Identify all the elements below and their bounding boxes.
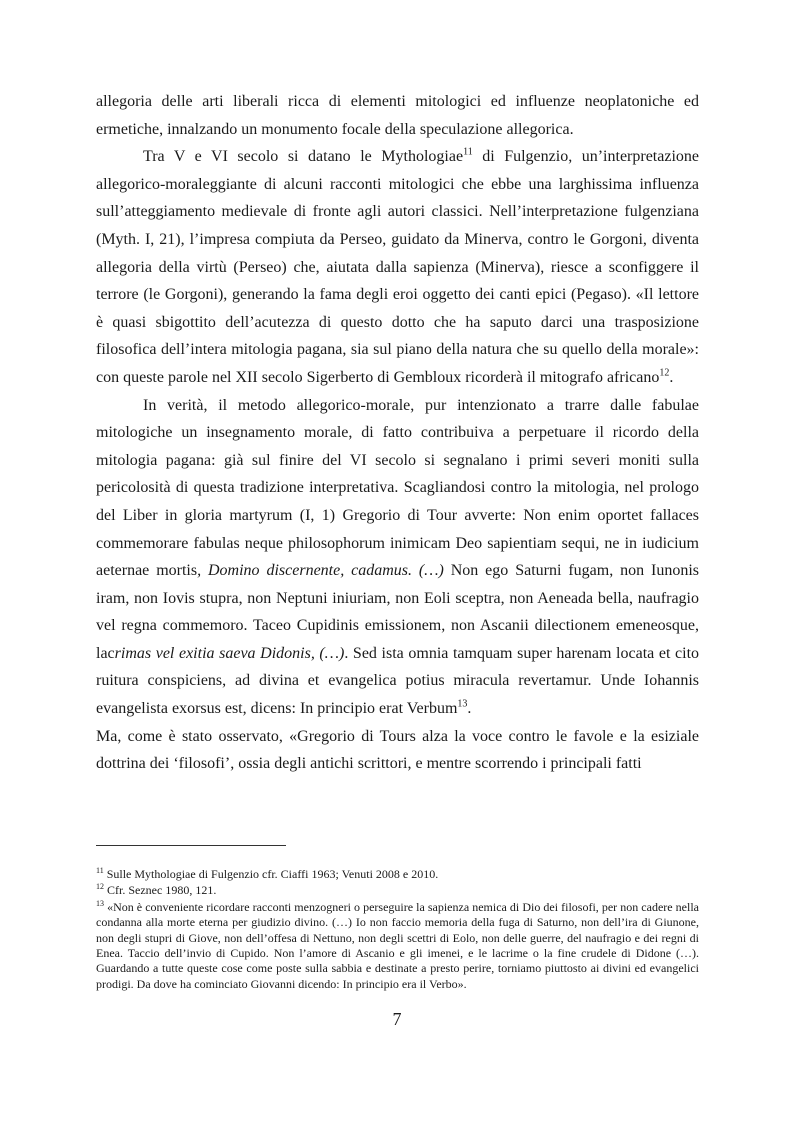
paragraph (96, 143, 699, 391)
text-span: . (467, 700, 472, 718)
paragraph (96, 392, 699, 723)
footnote-text: Sulle Mythologiae di Fulgenzio cfr. Ciaffi 1963; Venuti 2008 e 2010. (103, 867, 439, 881)
paragraph (96, 723, 699, 778)
text-span: Non ego Saturni fugam, non Iunonis iram, non Iovis stupra, non Neptuni iniuriam, non Eoli sceptra, non Aeneada bella, naufragio vel regna commemoro. Taceo Cupidinis emissionem, non Ascanii dilectionem emeneosque, lac (96, 562, 700, 662)
footnote-number: 12 (96, 882, 104, 892)
footnote-number: 11 (96, 866, 104, 875)
footnotes-section (96, 867, 699, 993)
footnote-ref: 13 (457, 698, 468, 710)
page-body (96, 88, 699, 778)
footnote-number: 13 (96, 898, 104, 908)
text-span: . Sed ista omnia tamquam super harenam locata et cito ruitura conspiciens, ad divina et evangelica potius miracula revertamur. Unde Iohannis evangelista exorsus est, dicens: In principio erat Verbum (96, 644, 700, 718)
footnote (96, 883, 699, 898)
text-span: In verità, il metodo allegorico-morale, pur intenzionato a trarre dalle fabulae mitologiche un insegnamento morale, di fatto contribuiva a perpetuare il ricordo della mitologia pagana: già sul finire del VI secolo si segnalano i primi severi moniti sulla pericolosità di questa tradizione interpretativa. Scagliandosi contro la mitologia, nel prologo del Liber in gloria martyrum (I, 1) Gregorio di Tour avverte: Non enim oportet fallaces commemorare fabulas neque philosophorum inimicam Deo sapientiam sequi, ne in iudicium aeternae mortis (96, 396, 699, 580)
text-span: . (669, 368, 674, 386)
italic-text: rimas vel exitia saeva Didonis, (…) (114, 644, 345, 662)
footnote (96, 867, 699, 882)
text-span: Tra V e VI secolo si datano le Mythologiae (143, 148, 464, 166)
main-text (96, 88, 699, 778)
footnote-text: Cfr. Seznec 1980, 121. (104, 883, 217, 898)
footnote (96, 900, 699, 992)
text-span: Ma, come è stato osservato, «Gregorio di Tours alza la voce contro le favole e la esiziale dottrina dei ‘filosofi’, ossia degli antichi scrittori, e mentre scorrendo i principali fatti (96, 727, 699, 773)
footnote-text: «Non è conveniente ricordare racconti menzogneri o perseguire la sapienza nemica di Dio dei filosofi, per non cadere nella condanna alla morte eterna per giudizio divino. (…) Io non faccio memoria della fuga di Saturno, non dell’ira di Giunone, non degli stupri di Giove, non dell’offesa di Nettuno, non degli scettri di Eolo, non delle guerre, del naufragio e dei regni di Enea. Taccio dell’invio di Cupido. Non l’amore di Ascanio e gli imenei, e le lacrime o la fine crudele di Didone (…). Guardando a tutte queste cose come poste sulla sabbia e destinate a presto perire, torniamo piuttosto ai divini ed evangelici prodigi. Da dove ha cominciato Giovanni dicendo: In principio era il Verbo». (96, 899, 699, 991)
footnote-ref: 12 (659, 367, 670, 379)
page-number: 7 (392, 1009, 402, 1029)
text-span: allegoria delle arti liberali ricca di elementi mitologici ed influenze neoplatoniche ed ermetiche, innalzando un monumento focale della speculazione allegorica. (96, 93, 699, 138)
italic-text: , Domino discernente, cadamus. (…) (197, 562, 444, 580)
footnote-separator (96, 845, 286, 846)
paragraph (96, 88, 699, 143)
text-span: di Fulgenzio, un’interpretazione allegorico-moraleggiante di alcuni racconti mitologici che ebbe una larghissima influenza sull’atteggiamento medievale di fronte agli autori classici. Nell’interpretazione fulgenziana (Myth. I, 21), l’impresa compiuta da Perseo, guidato da Minerva, contro le Gorgoni, diventa allegoria della virtù (Perseo) che, aiutata dalla sapienza (Minerva), riesce a sconfiggere il terrore (le Gorgoni), generando la fama degli eroi oggetto dei canti epici (Pegaso). «Il lettore è quasi sbigottito dell’acutezza di questo dotto che ha saputo darci una trasposizione filosofica dell’intera mitologia pagana, sia sul piano della natura che su quello della morale»: con queste parole nel XII secolo Sigerberto di Gembloux ricorderà il mitografo africano (96, 148, 699, 386)
footnote-ref: 11 (463, 146, 473, 158)
